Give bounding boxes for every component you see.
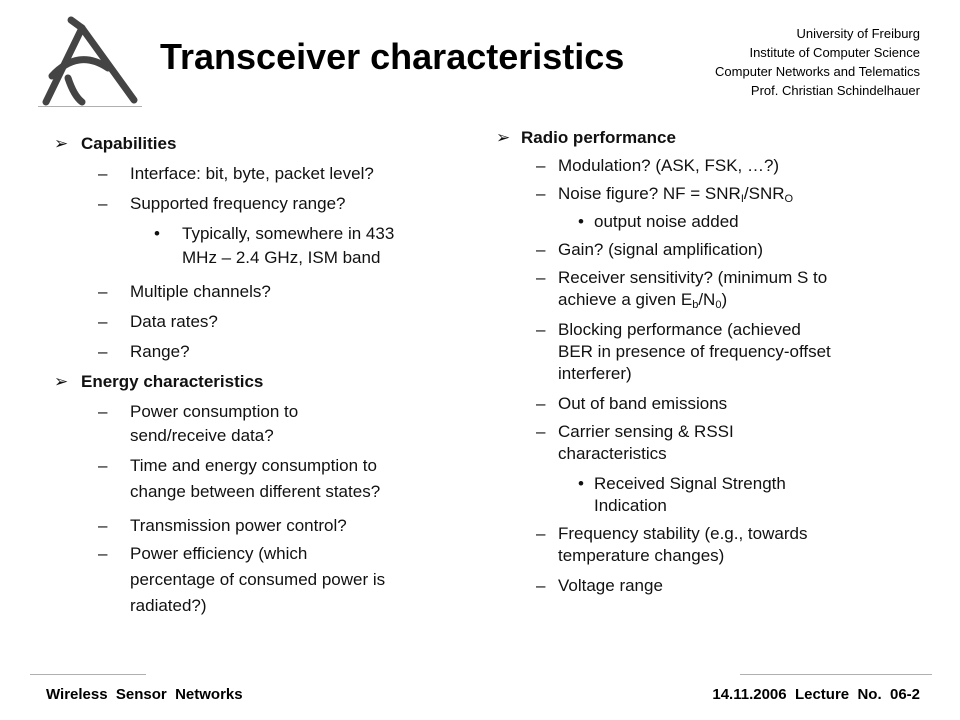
affiliation-group: Computer Networks and Telematics	[715, 64, 920, 79]
dash-bullet: –	[536, 524, 546, 543]
affiliation-institute: Institute of Computer Science	[749, 45, 920, 60]
dash-bullet: –	[98, 544, 108, 563]
dash-bullet: –	[98, 312, 108, 331]
dash-bullet: –	[536, 422, 546, 441]
footer-divider-right	[740, 674, 932, 675]
dash-bullet: –	[98, 402, 108, 421]
footer-lecture: 14.11.2006 Lecture No. 06-2	[712, 686, 920, 703]
arrow-bullet-icon: ➢	[496, 128, 511, 147]
dash-bullet: –	[536, 184, 546, 203]
radio-performance-heading: ➢ Radio performance	[496, 128, 676, 147]
dash-bullet: –	[98, 342, 108, 361]
dash-bullet: –	[536, 268, 546, 287]
dash-bullet: –	[98, 516, 108, 535]
dash-bullet: –	[536, 394, 546, 413]
affiliation-university: University of Freiburg	[796, 26, 920, 41]
dash-bullet: –	[98, 282, 108, 301]
arrow-bullet-icon: ➢	[54, 134, 69, 153]
dot-bullet: •	[578, 474, 584, 493]
dash-bullet: –	[98, 456, 108, 475]
affiliation	[715, 24, 920, 100]
dash-bullet: –	[536, 576, 546, 595]
dash-bullet: –	[98, 164, 108, 183]
page-title: Transceiver characteristics	[160, 36, 625, 77]
left-column: ➢ Capabilities – Interface: bit, byte, packet level? – Supported frequency range? • Typically, somewhere in 433 MHz – 2.4 GHz, ISM band – Multiple channels? – Data rates? – Range? ➢ Energy characteristics – Power consumption to send/receive data? – Time and energy consumption to change between different states? – Transmission power control? – Power efficiency (which percentage of consumed power is radiated?)	[54, 134, 395, 615]
dash-bullet: –	[536, 156, 546, 175]
capabilities-heading: ➢ Capabilities	[54, 134, 177, 153]
dot-bullet: •	[154, 224, 160, 243]
dash-bullet: –	[536, 240, 546, 259]
dot-bullet: •	[578, 212, 584, 231]
footer-divider-left	[30, 674, 146, 675]
university-logo	[38, 12, 146, 112]
energy-heading: ➢ Energy characteristics	[54, 372, 264, 391]
dash-bullet: –	[98, 194, 108, 213]
dash-bullet: –	[536, 320, 546, 339]
affiliation-professor: Prof. Christian Schindelhauer	[750, 83, 920, 98]
arrow-bullet-icon: ➢	[54, 372, 69, 391]
right-column: ➢ Radio performance – Modulation? (ASK, FSK, …?) – Noise figure? NF = $SNR_I/SNR_O$ • output noise added – Gain? (signal amplification) – Receiver sensitivity? (minimum S to achieve a given $E_b/N_0$) – Blocking performance (achieved BER in presence of frequency-offset interferer) – Out of band emissions – Carrier sensing & RSSI characteristics • Received Signal Strength Indication – Frequency stability (e.g., towards temperature changes) – Voltage range	[496, 128, 831, 595]
footer-course: Wireless Sensor Networks	[46, 686, 243, 703]
header-divider	[38, 106, 142, 107]
